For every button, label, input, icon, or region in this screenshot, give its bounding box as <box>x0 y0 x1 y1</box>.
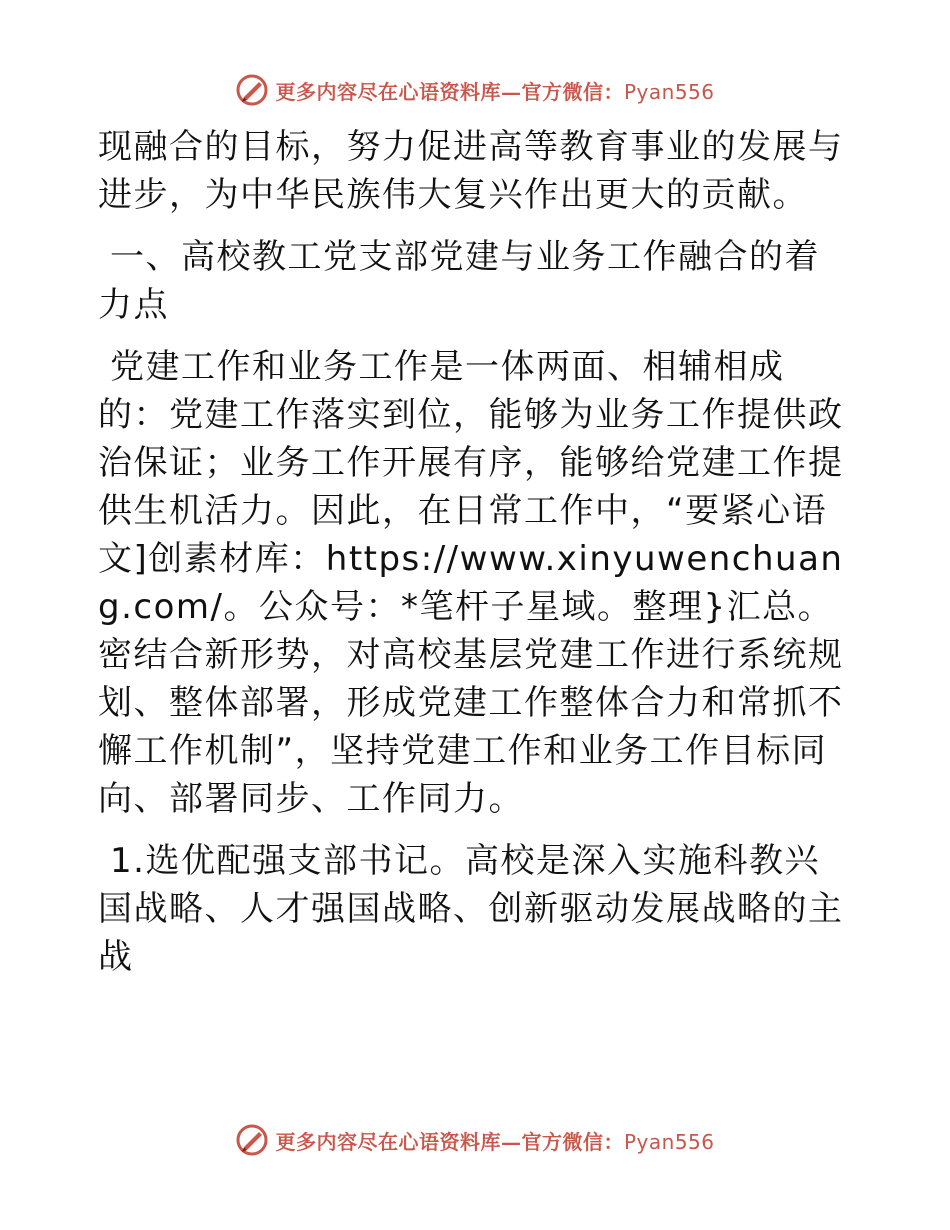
paragraph: 党建工作和业务工作是一体两面、相辅相成的：党建工作落实到位，能够为业务工作提供政治保证；业务工作开展有序，能够给党建工作提供生机活力。因此，在日常工作中，“要紧心语文]创素材库：https://www.xinyuwenchuang.com/。公众号：*笔杆子星域。整理}汇总。密结合新形势，对高校基层党建工作进行系统规划、整体部署，形成党建工作整体合力和常抓不懈工作机制”，坚持党建工作和业务工作目标同向、部署同步、工作同力。 <box>98 347 844 819</box>
watermark-text: 更多内容尽在心语资料库—官方微信：Pyan556 <box>275 1129 715 1154</box>
watermark-text: 更多内容尽在心语资料库—官方微信：Pyan556 <box>275 79 715 104</box>
document-body <box>98 123 850 981</box>
watermark-banner-top <box>0 70 950 110</box>
paragraph: 1.选优配强支部书记。高校是深入实施科教兴国战略、人才强国战略、创新驱动发展战略的主战 <box>98 841 844 977</box>
section-heading: 一、高校教工党支部党建与业务工作融合的着力点 <box>98 237 820 325</box>
pen-logo-icon <box>235 73 269 107</box>
pen-logo-icon <box>235 1123 269 1157</box>
watermark-banner-bottom <box>0 1120 950 1160</box>
paragraph: 现融合的目标，努力促进高等教育事业的发展与进步，为中华民族伟大复兴作出更大的贡献。 <box>98 127 844 215</box>
